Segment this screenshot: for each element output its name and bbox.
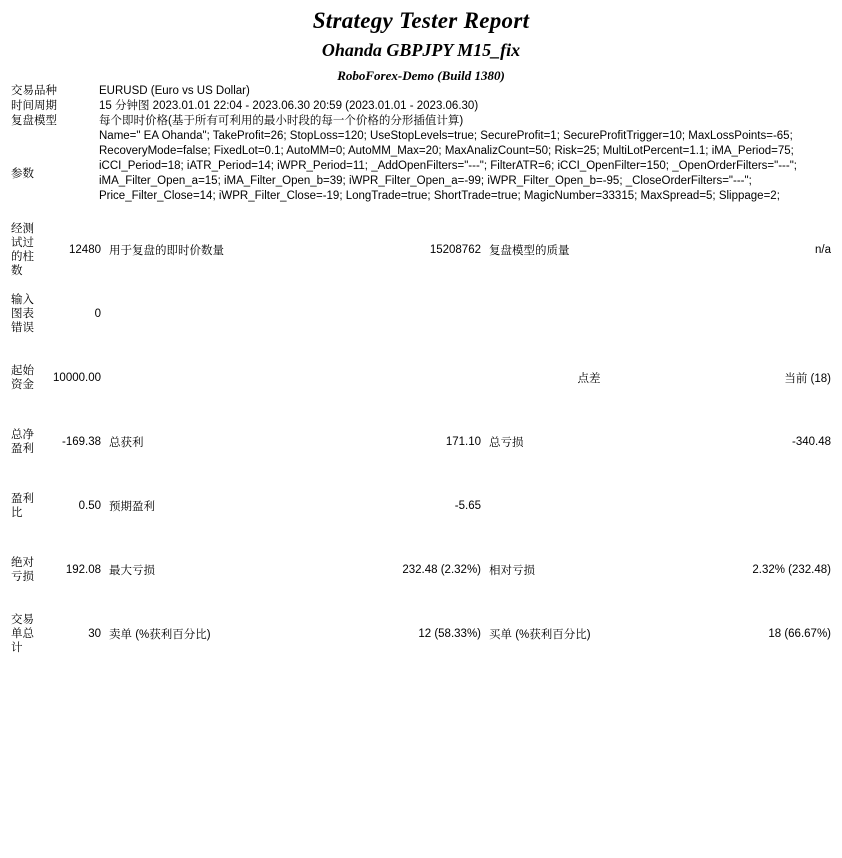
- parameters-label: 参数: [11, 168, 34, 180]
- row-value-2: 12 (58.33%): [418, 628, 481, 640]
- period-label: 时间周期: [11, 100, 57, 112]
- table-row: [11, 346, 831, 410]
- model-value: 每个即时价格(基于所有可利用的最小时段的每一个价格的分形插值计算): [99, 115, 464, 127]
- info-row-parameters: [11, 129, 831, 204]
- row-value-2: 171.10: [445, 436, 481, 448]
- table-row: [11, 410, 831, 474]
- row-value-3: n/a: [815, 244, 831, 256]
- table-row: [11, 602, 831, 666]
- row-value-2: [339, 346, 489, 410]
- row-label-1: [109, 282, 339, 346]
- row-value-1: 12480: [69, 244, 101, 256]
- row-value-2: -5.65: [454, 500, 481, 512]
- table-row: [11, 474, 831, 538]
- row-value-3: 当前 (18): [784, 373, 831, 385]
- report-stats-table: [11, 218, 831, 666]
- row-value-3: 18 (66.67%): [768, 628, 831, 640]
- table-row: [11, 218, 831, 282]
- symbol-value: EURUSD (Euro vs US Dollar): [99, 85, 250, 97]
- row-label-1: 预期盈利: [109, 501, 155, 513]
- info-row-period: [11, 99, 831, 114]
- row-value-3: [689, 474, 831, 538]
- row-label-1: 总获利: [109, 437, 144, 449]
- broker-build-line: RoboForex-Demo (Build 1380): [337, 68, 505, 83]
- row-label-1: 卖单 (%获利百分比): [109, 629, 211, 641]
- table-row: [11, 282, 831, 346]
- row-value-3: -340.48: [791, 436, 831, 448]
- model-label: 复盘模型: [11, 115, 57, 127]
- row-label-2: 相对亏损: [489, 565, 535, 577]
- row-value-1: 0.50: [78, 500, 101, 512]
- row-label: 起始资金: [11, 365, 34, 391]
- row-label-1: [109, 346, 339, 410]
- row-value-2: 232.48 (2.32%): [402, 564, 481, 576]
- row-value-2: 15208762: [429, 244, 481, 256]
- report-header: [0, 0, 842, 84]
- row-label: 输入图表错误: [11, 294, 34, 334]
- row-value-2: [339, 282, 489, 346]
- page-title: Strategy Tester Report: [312, 8, 530, 33]
- row-label: 经测试过的柱数: [11, 223, 34, 277]
- symbol-label: 交易品种: [11, 85, 57, 97]
- row-value-1: 192.08: [65, 564, 101, 576]
- period-value: 15 分钟图 2023.01.01 22:04 - 2023.06.30 20:59 (2023.01.01 - 2023.06.30): [99, 100, 479, 112]
- row-label: 交易单总计: [11, 614, 34, 654]
- report-info-table: [11, 84, 831, 204]
- row-label-2: [489, 282, 689, 346]
- row-value-1: 10000.00: [53, 372, 101, 384]
- row-value-1: 0: [94, 308, 101, 320]
- row-label: 盈利比: [11, 493, 34, 519]
- row-label: 总净盈利: [11, 429, 34, 455]
- row-value-3: 2.32% (232.48): [752, 564, 831, 576]
- row-label-2: 复盘模型的质量: [489, 245, 570, 257]
- row-label-1: 用于复盘的即时价数量: [109, 245, 224, 257]
- report-subtitle: Ohanda GBPJPY M15_fix: [321, 40, 521, 60]
- row-label-2: 总亏损: [489, 437, 524, 449]
- parameters-value: Name=" EA Ohanda"; TakeProfit=26; StopLoss=120; UseStopLevels=true; SecureProfit=1; SecureProfitTrigger=10; MaxLossPoints=-65; RecoveryMode=false; FixedLot=0.1; AutoMM=0; AutoMM_Max=20; MaxAnalizCount=50; Risk=25; MultiLotPercent=1.1; iMA_Period=75; iCCI_Period=18; iATR_Period=14; iWPR_Period=11; _AddOpenFilters="---"; FilterATR=6; iCCI_OpenFilter=150; _OpenOrderFilters="---"; iMA_Filter_Open_a=15; iMA_Filter_Open_b=39; iWPR_Filter_Open_a=-99; iWPR_Filter_Open_b=-95; _CloseOrderFilters="---"; Price_Filter_Close=14; iWPR_Filter_Close=-19; LongTrade=true; ShortTrade=true; MagicNumber=33315; MaxSpread=5; Slippage=2;: [99, 130, 801, 202]
- info-row-symbol: [11, 84, 831, 99]
- info-row-model: [11, 114, 831, 129]
- row-value-1: 30: [88, 628, 101, 640]
- row-label-2: [489, 474, 689, 538]
- row-label-2: 点差: [577, 373, 601, 385]
- row-label: 绝对亏损: [11, 557, 34, 583]
- row-label-1: 最大亏损: [109, 565, 155, 577]
- row-value-1: -169.38: [61, 436, 101, 448]
- table-row: [11, 538, 831, 602]
- row-label-2: 买单 (%获利百分比): [489, 629, 591, 641]
- row-value-3: [689, 282, 831, 346]
